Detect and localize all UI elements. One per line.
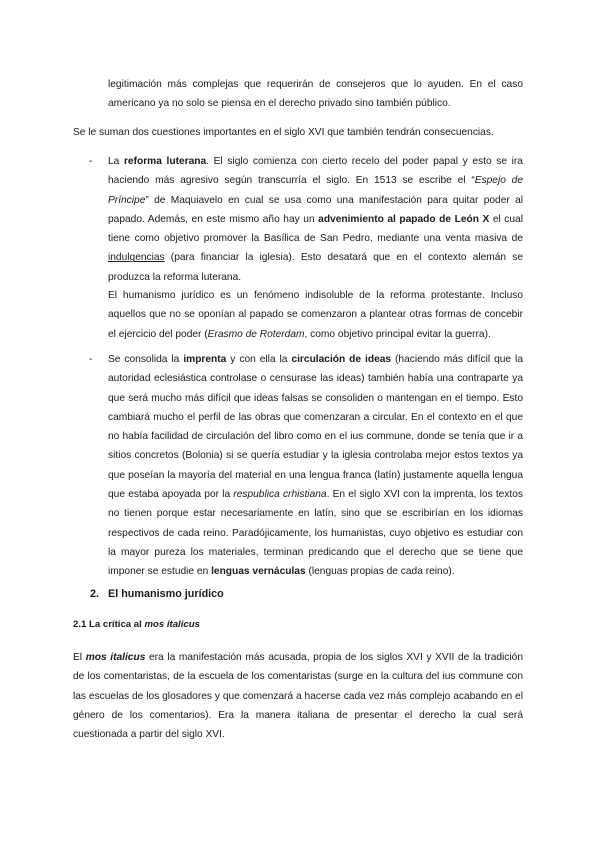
bullet-reforma-luterana: La reforma luterana. El siglo comienza con cierto recelo del poder papal y esto se ira haciendo más agresivo según transcurría el siglo. En 1513 se escribe el “Espejo de Príncipe” de Maquiavelo en cual se usa como una manifestación para quitar poder al papado. Además, en este mismo año hay un advenimiento al papado de León X el cual tiene como objetivo promover la Basílica de San Pedro, mediante una venta masiva de indulgencias (para financiar la iglesia). Esto desatará que en el contexto alemán se produzca la reforma luterana. bbox=[108, 156, 524, 283]
espejo-principe-italic: Espejo de Príncipe bbox=[108, 175, 524, 206]
mos-italicus-paragraph: El mos italicus era la manifestación más acusada, propia de los siglos XVI y XVII de la tradición de los comentaristas, de la escuela de los comentaristas (surge en la cultura del ius commune con las escuelas de los glosadores y que comenzará a hacerse cada vez más complejo acabando en el género de los comentarios). Era la manera italiana de presentar el derecho la cual será cuestionada a partir del siglo XVI. bbox=[73, 652, 523, 741]
subsection-heading-2-1: 2.1 La crítica al mos italicus bbox=[73, 619, 200, 630]
lenguas-vernaculas-bold: lenguas vernáculas bbox=[211, 566, 306, 578]
section-heading-2: 2. El humanismo jurídico bbox=[90, 588, 224, 600]
bullet-dash-1: - bbox=[89, 156, 93, 167]
mos-italicus-bold-italic: mos italicus bbox=[85, 652, 146, 663]
reforma-luterana-bold: reforma luterana bbox=[123, 156, 207, 167]
cuestiones-paragraph: Se le suman dos cuestiones importantes en el siglo XVI que también tendrán consecuencias. bbox=[73, 127, 494, 138]
respublica-italic: respublica crhistiana bbox=[233, 489, 327, 501]
circulacion-ideas-bold: circulación de ideas bbox=[291, 354, 392, 365]
erasmo-italic: Erasmo de Roterdam bbox=[207, 328, 305, 340]
advenimiento-bold: advenimiento al papado de León X bbox=[318, 213, 490, 225]
indulgencias-underlined: indulgencias bbox=[108, 252, 165, 264]
imprenta-bold: imprenta bbox=[183, 354, 227, 365]
intro-continuation-paragraph: legitimación más complejas que requerirán de consejeros que lo ayuden. En el caso americano ya no solo se piensa en el derecho privado sino también público. bbox=[108, 79, 523, 110]
humanismo-paragraph: El humanismo jurídico es un fenómeno indisoluble de la reforma protestante. Incluso aquellos que no se oponían al papado se comenzaron a plantear otras formas de concebir el ejercicio del poder (Erasmo de Roterdam, como objetivo principal evitar la guerra). bbox=[108, 290, 523, 340]
bullet-imprenta: Se consolida la imprenta y con ella la circulación de ideas (haciendo más difícil que la autoridad eclesiástica controlase o censurase las ideas) también había una contraparte ya que será mucho más difícil que ideas falsas se consoliden o mantengan en el tiempo. Esto cambiará mucho el perfil de las obras que comenzaran a circular. En el contexto en el que no había facilidad de circulación del libro como en el ius commune, donde se tenía que ir a sitios concretos (Bolonia) si se quería estudiar y la iglesia controlaba mejor estos textos ya que poseían la mayoría del material en una lengua franca (latín) justamente aquella lengua que estaba apoyada por la respublica crhistiana. En el siglo XVI con la imprenta, los textos no tienen porque estar necesariamente en latín, sino que se escribirían en los idiomas respectivos de cada reino. Paradójicamente, los humanistas, cuyo objetivo es estudiar con la mayor pureza los materiales, terminan predicando que el derecho que se tiene que imponer se estudie en lenguas vernáculas (lenguas propias de cada reino). bbox=[108, 354, 523, 578]
bullet-dash-2: - bbox=[89, 354, 93, 365]
